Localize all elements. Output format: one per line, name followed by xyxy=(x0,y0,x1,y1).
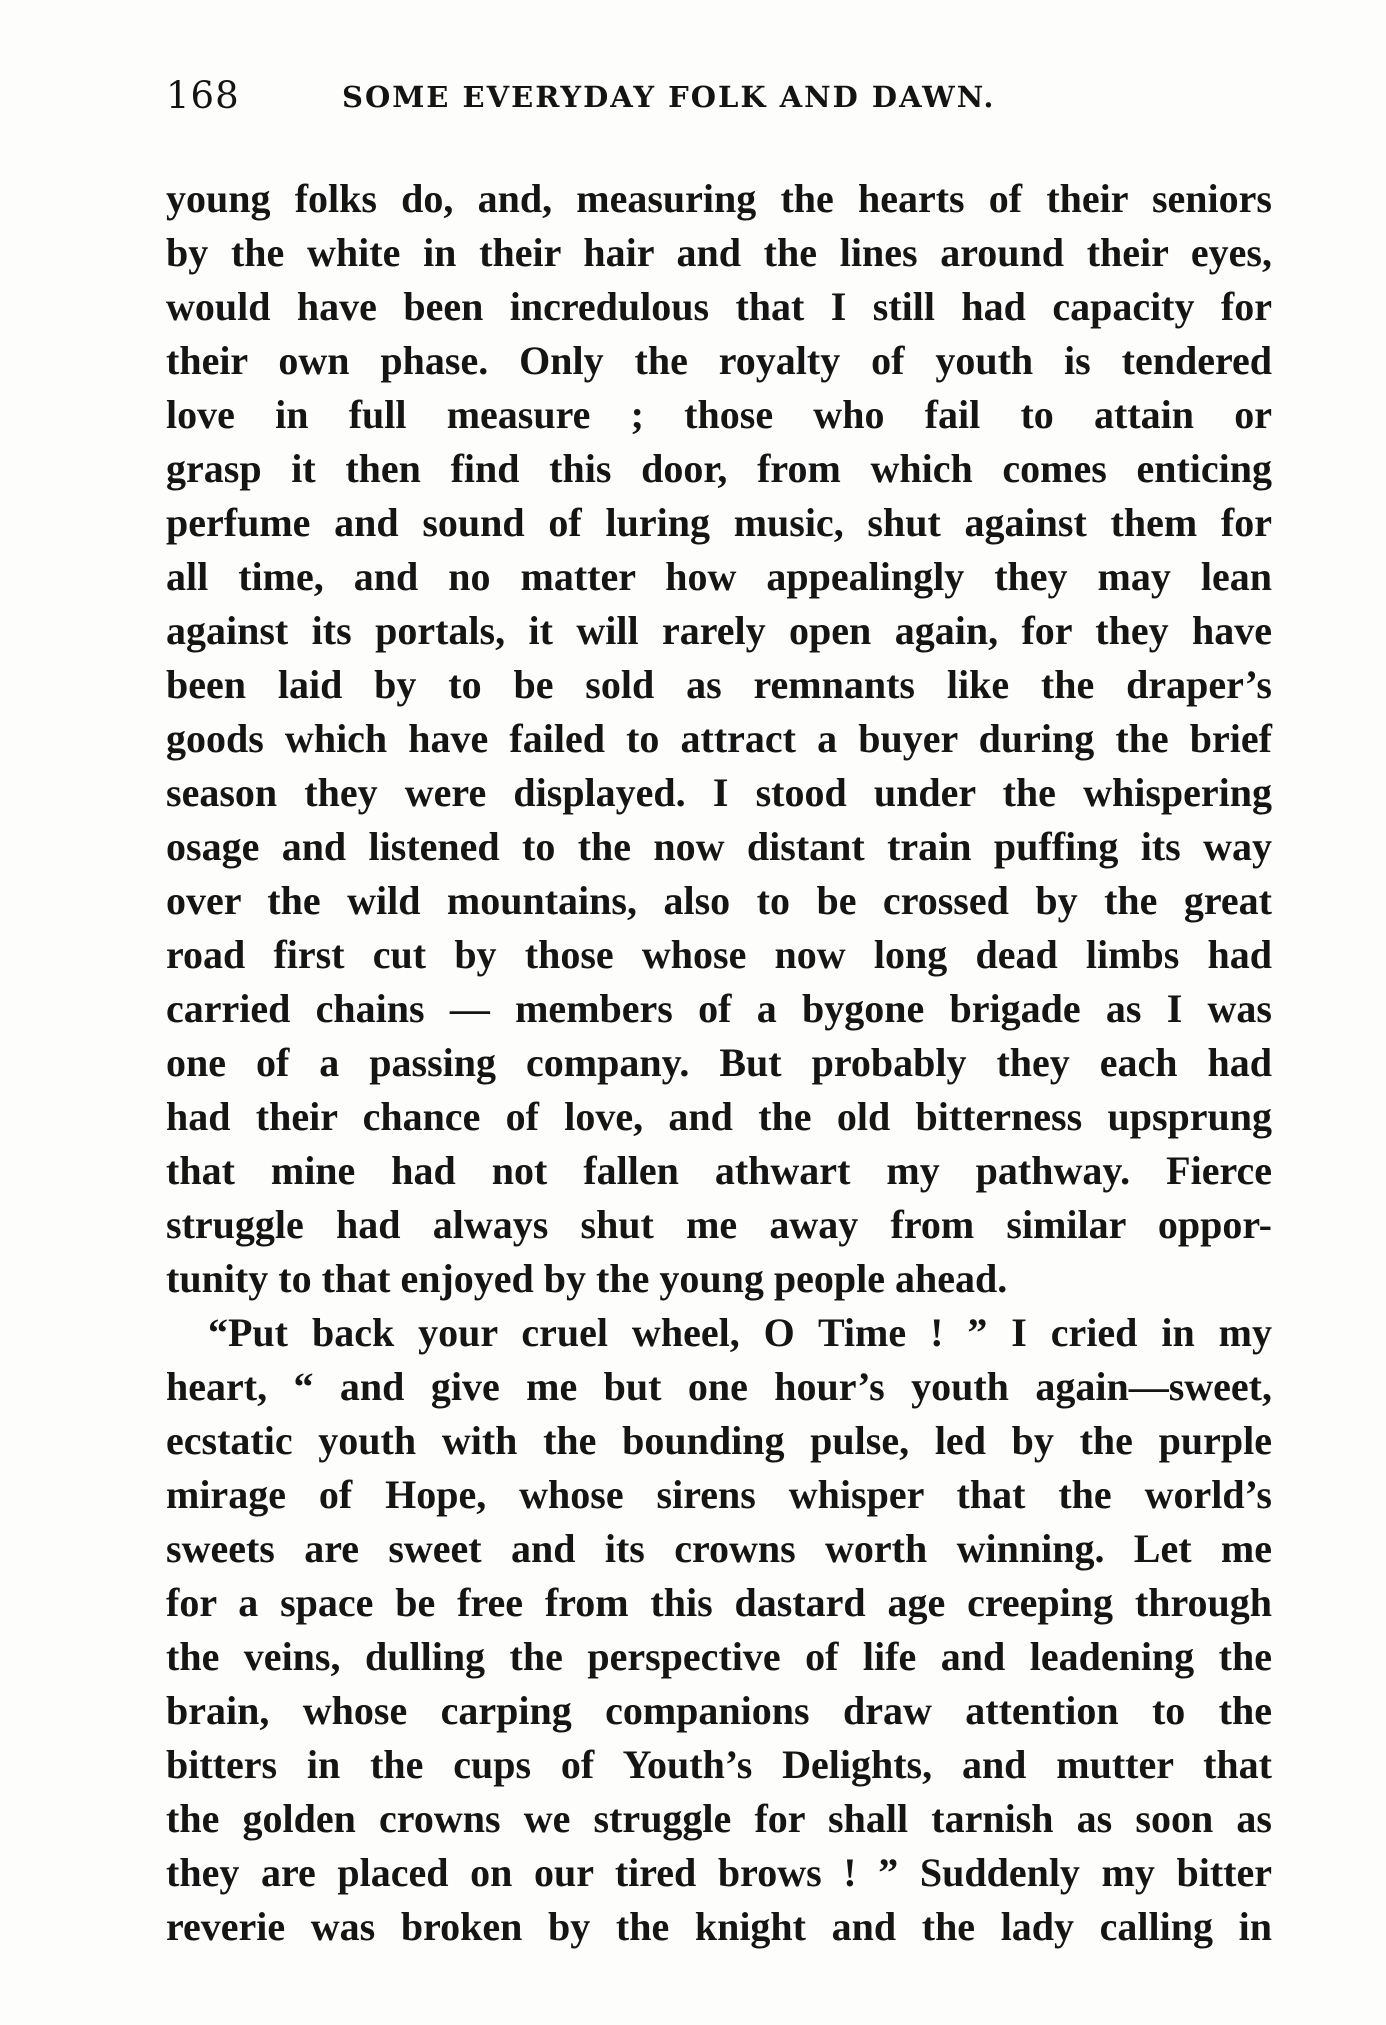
text-line: by the white in their hair and the lines around their eyes, xyxy=(166,230,1272,275)
text-line: grasp it then find this door, from which comes enticing xyxy=(166,446,1272,491)
text-line: one of a passing company. But probably they each had xyxy=(166,1040,1272,1085)
paragraph-start-line: “Put back your cruel wheel, O Time ! ” I cried in my xyxy=(208,1310,1272,1355)
text-line: all time, and no matter how appealingly they may lean xyxy=(166,554,1272,599)
text-line: carried chains — members of a bygone brigade as I was xyxy=(166,986,1272,1031)
running-title: SOME EVERYDAY FOLK AND DAWN. xyxy=(342,80,996,114)
text-line: over the wild mountains, also to be crossed by the great xyxy=(166,878,1272,923)
body-text xyxy=(166,172,1272,1954)
text-line: young folks do, and, measuring the hearts of their seniors xyxy=(166,176,1272,221)
text-line: bitters in the cups of Youth’s Delights, and mutter that xyxy=(166,1742,1272,1787)
page-number: 168 xyxy=(166,74,240,117)
text-line: they are placed on our tired brows ! ” Suddenly my bitter xyxy=(166,1850,1272,1895)
text-line: sweets are sweet and its crowns worth winning. Let me xyxy=(166,1526,1272,1571)
text-line: the golden crowns we struggle for shall tarnish as soon as xyxy=(166,1796,1272,1841)
text-line: goods which have failed to attract a buyer during the brief xyxy=(166,716,1272,761)
text-line: against its portals, it will rarely open again, for they have xyxy=(166,608,1272,653)
text-line: ecstatic youth with the bounding pulse, led by the purple xyxy=(166,1418,1272,1463)
text-line: their own phase. Only the royalty of youth is tendered xyxy=(166,338,1272,383)
text-line: would have been incredulous that I still had capacity for xyxy=(166,284,1272,329)
paragraph-end-line: tunity to that enjoyed by the young people ahead. xyxy=(166,1256,1008,1301)
text-line: mirage of Hope, whose sirens whisper that the world’s xyxy=(166,1472,1272,1517)
text-line: for a space be free from this dastard age creeping through xyxy=(166,1580,1272,1625)
text-line: struggle had always shut me away from similar oppor- xyxy=(166,1202,1272,1247)
text-line: season they were displayed. I stood under the whispering xyxy=(166,770,1272,815)
running-head xyxy=(166,68,1266,128)
text-line: had their chance of love, and the old bitterness upsprung xyxy=(166,1094,1272,1139)
text-line: osage and listened to the now distant train puffing its way xyxy=(166,824,1272,869)
text-line: brain, whose carping companions draw attention to the xyxy=(166,1688,1272,1733)
text-line: road first cut by those whose now long dead limbs had xyxy=(166,932,1272,977)
text-line: the veins, dulling the perspective of life and leadening the xyxy=(166,1634,1272,1679)
text-line: reverie was broken by the knight and the lady calling in xyxy=(166,1904,1272,1949)
text-line: heart, “ and give me but one hour’s youth again—sweet, xyxy=(166,1364,1272,1409)
text-line: perfume and sound of luring music, shut against them for xyxy=(166,500,1272,545)
text-line: that mine had not fallen athwart my pathway. Fierce xyxy=(166,1148,1272,1193)
text-line: love in full measure ; those who fail to attain or xyxy=(166,392,1272,437)
text-line: been laid by to be sold as remnants like the draper’s xyxy=(166,662,1272,707)
